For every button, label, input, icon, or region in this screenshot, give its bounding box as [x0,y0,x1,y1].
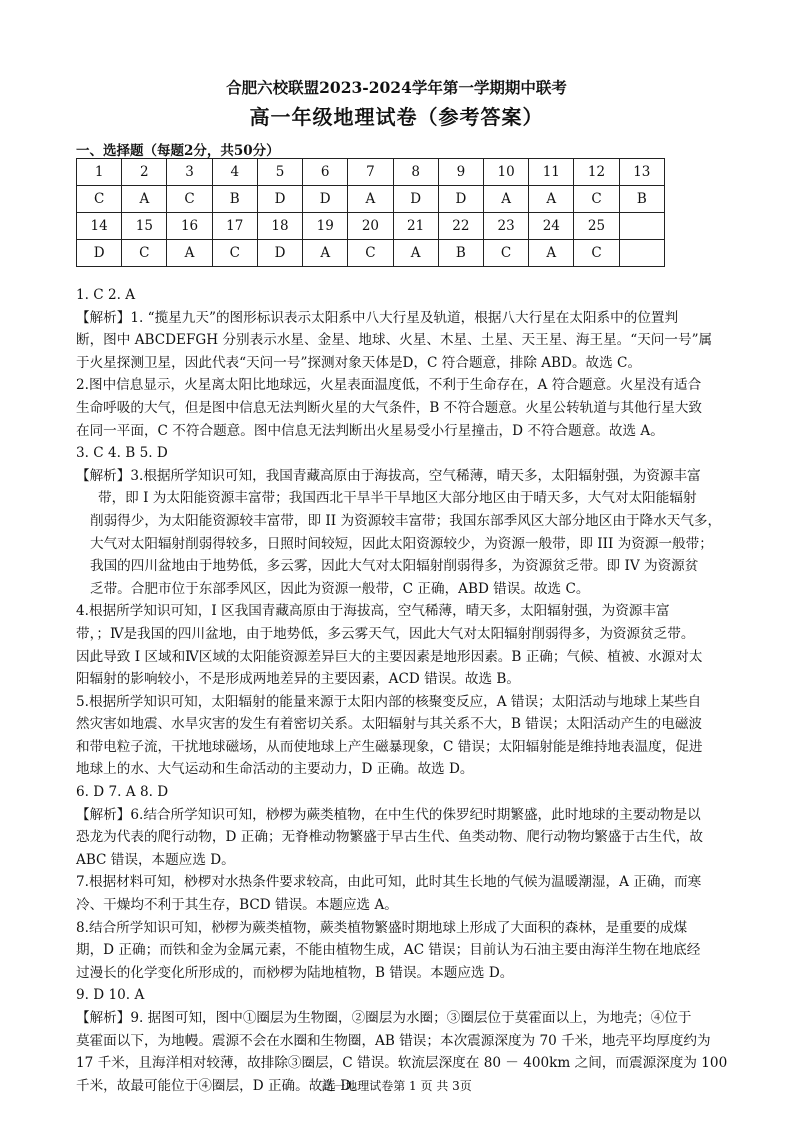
question-number-cell: 3 [167,159,212,186]
text-line: 【解析】1. “揽星九天”的图形标识表示太阳系中八大行星及轨道，根据八大行星在太阳系中的位置判 [76,309,679,326]
text-line: 生命呼吸的大气，但是图中信息无法判断火星的大气条件，B 不符合题意。火星公转轨道与其他行星大致 [76,399,703,416]
text-line: 冷、干燥均不利于其生存，BCD 错误。本题应选 A。 [76,897,398,914]
answer-cell: A [122,186,167,213]
answer-cell: C [77,186,122,213]
text-line: 于火星探测卫星，因此代表“天问一号”探测对象天体是D，C 符合题意，排除 ABD。故选 C。 [76,354,642,371]
question-number-cell [619,213,664,240]
question-number-cell: 18 [257,213,302,240]
question-number-cell: 1 [77,159,122,186]
answer-cell: A [167,240,212,267]
answer-row [77,240,665,267]
answer-cell: A [483,186,528,213]
text-line: 【解析】3.根据所学知识可知，我国青藏高原由于海拔高，空气稀薄，晴天多，太阳辐射强，为资源丰富 [76,467,701,484]
text-line: 千米，故最可能位于④圈层，D 正确。故选 D。 [76,1077,365,1094]
answer-cell: D [257,186,302,213]
text-line: 17 千米，且海洋相对较薄，故排除③圈层，C 错误。软流层深度在 80 － 400km 之间，而震源深度为 100 [76,1055,728,1072]
text-line: 断，图中 ABCDEFGH 分别表示水星、金星、地球、火星、木星、土星、天王星、海王星。“天问一号”属 [76,332,713,349]
text-line: 因此导致 I 区域和Ⅳ区域的太阳能资源差异巨大的主要因素是地形因素。B 正确；气候、植被、水源对太 [76,648,703,665]
question-number-cell: 9 [438,159,483,186]
answer-cell: D [393,186,438,213]
answer-cell: D [77,240,122,267]
question-number-cell: 8 [393,159,438,186]
question-number-cell: 12 [574,159,619,186]
answer-cell: A [529,240,574,267]
question-number-row [77,159,665,186]
answer-cell: C [122,240,167,267]
question-number-cell: 16 [167,213,212,240]
answer-cell: C [212,240,257,267]
text-line: 5.根据所学知识可知，太阳辐射的能量来源于太阳内部的核聚变反应，A 错误；太阳活动与地球上某些自 [76,693,702,710]
text-line: 期，D 正确；而铁和金为金属元素，不能由植物生成，AC 错误；目前认为石油主要由海洋生物在地底经 [76,942,701,959]
text-line: 7.根据材料可知，桫椤对水热条件要求较高，由此可知，此时其生长地的气候为温暖潮湿，A 正确，而寒 [76,874,702,891]
text-line: 9. D 10. A [76,987,145,1004]
explanation-body [76,284,728,1097]
answer-cell: D [303,186,348,213]
text-line: 我国的四川盆地由于地势低，多云雾，因此大气对太阳辐射削弱得多，为资源贫乏带。即 IV 为资源贫 [90,558,699,575]
answer-cell: C [574,240,619,267]
question-number-cell: 25 [574,213,619,240]
text-line: 【解析】9. 据图可知，图中①圈层为生物圈，②圈层为水圈；③圈层位于莫霍面以上，为地壳；④位于 [76,1010,692,1026]
text-line: 然灾害如地震、水旱灾害的发生有着密切关系。太阳辐射与其关系不大，B 错误；太阳活动产生的电磁波 [76,716,703,733]
question-number-cell: 21 [393,213,438,240]
question-number-row [77,213,665,240]
page-footer: 高一地理试卷第 1 页 共 3页 [321,1079,472,1093]
question-number-cell: 5 [257,159,302,186]
text-line: 4.根据所学知识可知，I 区我国青藏高原由于海拔高，空气稀薄，晴天多，太阳辐射强，为资源丰富 [76,603,670,620]
text-line: 6. D 7. A 8. D [76,784,169,801]
question-number-cell: 17 [212,213,257,240]
question-number-cell: 6 [303,159,348,186]
text-line: 2.图中信息显示，火星离太阳比地球远，火星表面温度低，不利于生命存在，A 符合题意。火星没有适合 [76,377,702,394]
answer-table [76,158,665,267]
text-line: 大气对太阳辐射削弱得较多，日照时间较短，因此太阳资源较少，为资源一般带，即 III 为资源一般带； [90,535,713,552]
question-number-cell: 20 [348,213,393,240]
question-number-cell: 4 [212,159,257,186]
text-line: ABC 错误，本题应选 D。 [76,851,235,868]
answer-cell: C [574,186,619,213]
answer-row [77,186,665,213]
answer-cell: B [212,186,257,213]
text-line: 在同一平面，C 不符合题意。图中信息无法判断出火星易受小行星撞击，D 不符合题意。故选 A。 [76,422,664,439]
text-line: 地球上的水、大气运动和生命活动的主要动力，D 正确。故选 D。 [76,761,474,778]
answer-cell: D [438,186,483,213]
text-line: 3. C 4. B 5. D [76,445,168,462]
question-number-cell: 19 [303,213,348,240]
text-line: 乏带。合肥市位于东部季风区，因此为资源一般带，C 正确，ABD 错误。故选 C。 [90,580,590,597]
text-line: 8.结合所学知识可知，桫椤为蕨类植物，蕨类植物繁盛时期地球上形成了大面积的森林，是重要的成煤 [76,919,688,936]
text-line: 莫霍面以下，为地幔。震源不会在水圈和生物圈，AB 错误；本次震源深度为 70 千米，地壳平均厚度约为 [76,1032,711,1049]
question-number-cell: 14 [77,213,122,240]
text-line: 1. C 2. A [76,287,136,303]
exam-subtitle: 高一年级地理试卷（参考答案） [249,105,544,129]
text-line: 带，即 I 为太阳能资源丰富带；我国西北干旱半干旱地区大部分地区由于晴天多，大气对太阳能辐射 [98,490,697,507]
answer-cell: C [167,186,212,213]
answer-cell: B [619,186,664,213]
answer-cell [619,240,664,267]
question-number-cell: 7 [348,159,393,186]
text-line: 带，；Ⅳ是我国的四川盆地，由于地势低，多云雾天气，因此大气对太阳辐射削弱得多，为资源贫乏带。 [76,625,695,642]
question-number-cell: 23 [483,213,528,240]
text-line: 【解析】6.结合所学知识可知，桫椤为蕨类植物，在中生代的侏罗纪时期繁盛，此时地球的主要动物是以 [76,806,701,823]
answer-cell: D [257,240,302,267]
text-line: 削弱得少，为太阳能资源较丰富带，即 II 为资源较丰富带；我国东部季风区大部分地区由于降水天气多， [90,512,722,529]
answer-cell: B [438,240,483,267]
text-line: 阳辐射的影响较小，不是形成两地差异的主要因素，ACD 错误。故选 B。 [76,671,520,688]
question-number-cell: 24 [529,213,574,240]
question-number-cell: 13 [619,159,664,186]
text-line: 过漫长的化学变化所形成的，而桫椤为陆地植物，B 错误。本题应选 D。 [76,964,514,981]
answer-cell: C [348,240,393,267]
question-number-cell: 22 [438,213,483,240]
question-number-cell: 11 [529,159,574,186]
answer-cell: C [483,240,528,267]
question-number-cell: 2 [122,159,167,186]
answer-cell: A [303,240,348,267]
text-line: 恐龙为代表的爬行动物，D 正确；无脊椎动物繁盛于早古生代、鱼类动物、爬行动物均繁盛于古生代，故 [76,829,703,846]
answer-cell: A [529,186,574,213]
exam-header-title: 合肥六校联盟2023-2024学年第一学期期中联考 [226,78,567,97]
question-number-cell: 15 [122,213,167,240]
text-line: 和带电粒子流，干扰地球磁场，从而使地球上产生磁暴现象，C 错误；太阳辐射能是维持地表温度，促进 [76,738,703,755]
answer-cell: A [393,240,438,267]
question-number-cell: 10 [483,159,528,186]
section-heading: 一、选择题（每题2分，共50分） [76,143,280,159]
answer-cell: A [348,186,393,213]
